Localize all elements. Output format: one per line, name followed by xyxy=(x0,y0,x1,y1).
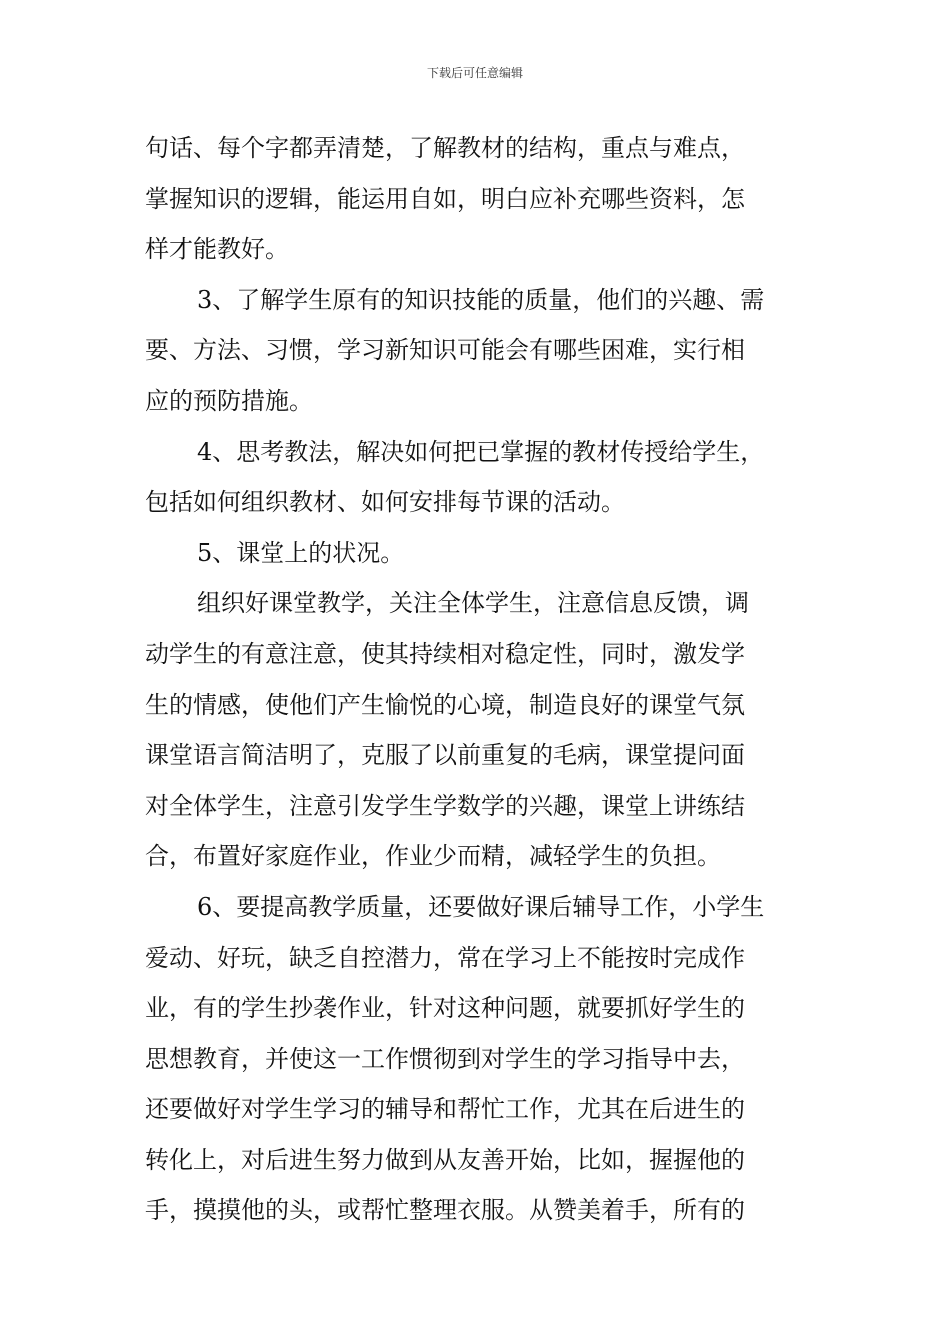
text-line: 掌握知识的逻辑，能运用自如，明白应补充哪些资料，怎 xyxy=(145,184,745,213)
text-line: 包括如何组织教材、如何安排每节课的活动。 xyxy=(145,488,625,517)
text-line: 手，摸摸他的头，或帮忙整理衣服。从赞美着手，所有的 xyxy=(145,1196,745,1225)
text-line: 课堂语言简洁明了，克服了以前重复的毛病，课堂提问面 xyxy=(145,741,745,770)
text-line: 还要做好对学生学习的辅导和帮忙工作，尤其在后进生的 xyxy=(145,1095,745,1124)
text-line: 样才能教好。 xyxy=(145,235,289,264)
page-header: 下载后可任意编辑 xyxy=(426,66,523,80)
text-line: 爱动、好玩，缺乏自控潜力，常在学习上不能按时完成作 xyxy=(145,943,745,972)
body-text xyxy=(145,123,813,1236)
text-line: 4、思考教法，解决如何把已掌握的教材传授给学生， xyxy=(197,437,765,466)
text-line: 组织好课堂教学，关注全体学生，注意信息反馈，调 xyxy=(197,589,749,618)
text-line: 转化上，对后进生努力做到从友善开始，比如，握握他的 xyxy=(145,1145,745,1174)
text-line: 业，有的学生抄袭作业，针对这种问题，就要抓好学生的 xyxy=(145,994,745,1023)
text-line: 句话、每个字都弄清楚，了解教材的结构，重点与难点， xyxy=(145,134,745,162)
text-line: 6、要提高教学质量，还要做好课后辅导工作，小学生 xyxy=(197,892,765,921)
text-line: 对全体学生，注意引发学生学数学的兴趣，课堂上讲练结 xyxy=(145,791,745,820)
text-line: 应的预防措施。 xyxy=(145,386,313,415)
text-line: 5、课堂上的状况。 xyxy=(197,538,405,567)
text-line: 要、方法、习惯，学习新知识可能会有哪些困难，实行相 xyxy=(145,336,745,365)
text-line: 思想教育，并使这一工作惯彻到对学生的学习指导中去， xyxy=(145,1044,745,1073)
text-line: 生的情感，使他们产生愉悦的心境，制造良好的课堂气氛 xyxy=(145,690,745,719)
text-line: 合，布置好家庭作业，作业少而精，减轻学生的负担。 xyxy=(145,842,721,871)
text-line: 动学生的有意注意，使其持续相对稳定性，同时，激发学 xyxy=(145,639,745,668)
text-line: 3、了解学生原有的知识技能的质量，他们的兴趣、需 xyxy=(197,285,765,314)
